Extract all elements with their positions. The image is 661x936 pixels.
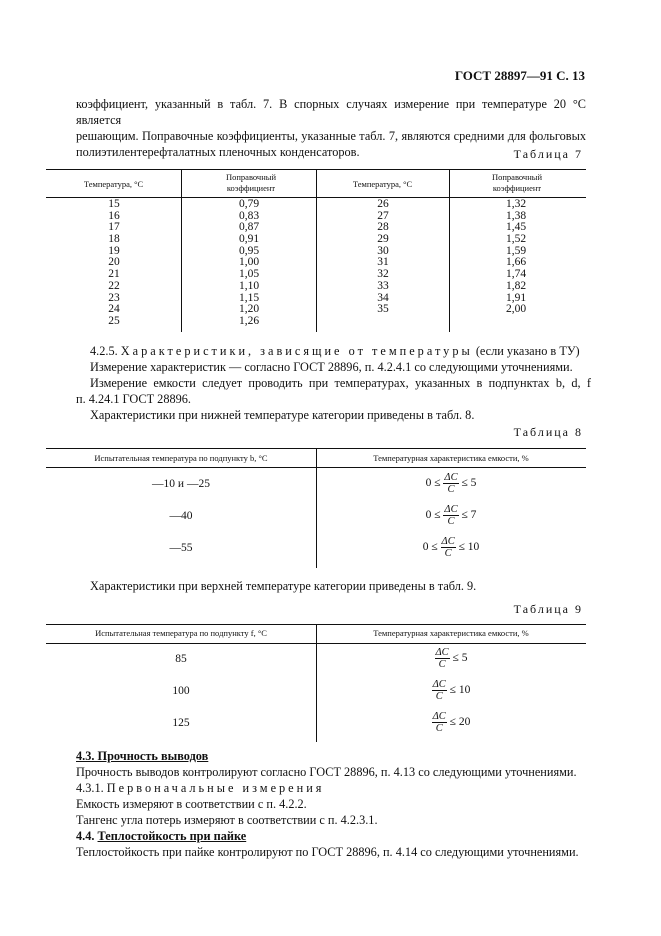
table7-cell-coef: 1,45 xyxy=(505,221,527,234)
inequality-lhs: 0 ≤ xyxy=(422,541,441,554)
capacitance-inequality xyxy=(432,679,471,702)
table7-cell-temp: 23 xyxy=(108,291,120,304)
s44-line: Теплостойкость при пайке контролируют по ГОСТ 28896, п. 4.14 со следующими уточнениями. xyxy=(76,845,579,859)
delta-c-fraction xyxy=(432,711,447,734)
table7-cell-temp: 33 xyxy=(377,279,389,292)
inequality-rhs: ≤ 5 xyxy=(458,477,477,490)
table7-cell-temp: 28 xyxy=(377,221,389,234)
table7-header-coef-left: Поправочный коэффициент xyxy=(225,172,277,193)
section-4-2-5 xyxy=(76,343,591,423)
fraction-numerator: ΔC xyxy=(435,647,449,658)
table8-cell-temp: —40 xyxy=(169,510,193,522)
table7-cell-temp: 34 xyxy=(377,291,389,304)
table7-header-coef-right: Поправочный коэффициент xyxy=(491,172,543,193)
table8-cell-char xyxy=(316,472,586,495)
section-4-3-4-4 xyxy=(76,748,591,860)
table8-header-char: Температурная характеристика емкости, % xyxy=(373,453,529,463)
delta-c-fraction xyxy=(443,504,458,527)
table9-cell-char xyxy=(316,711,586,734)
table7-cell-coef: 2,00 xyxy=(505,303,527,316)
table7-cell-temp: 19 xyxy=(108,244,120,257)
table7-cell-coef: 0,95 xyxy=(238,244,260,257)
fraction-numerator: ΔC xyxy=(441,536,455,547)
intro-line: полиэтилентерефталатных пленочных конденсаторов. xyxy=(76,145,360,159)
table7-cell-temp: 31 xyxy=(377,256,389,269)
table7-cell-temp: 20 xyxy=(108,256,120,269)
table7-row xyxy=(46,304,586,316)
table7-cell-temp: 15 xyxy=(108,198,120,210)
table7-cell-coef: 0,91 xyxy=(238,233,260,246)
table9-cell-char xyxy=(316,679,586,702)
upper-text: Характеристики при верхней температуре категории приведены в табл. 9. xyxy=(90,579,477,593)
s43-line: Тангенс угла потерь измеряют в соответствии с п. 4.2.3.1. xyxy=(76,813,378,827)
intro-paragraph xyxy=(76,96,586,160)
table7-cell-temp: 35 xyxy=(377,303,389,316)
table7-cell-temp: 16 xyxy=(108,209,120,222)
table7-row xyxy=(46,293,586,305)
delta-c-fraction xyxy=(432,679,447,702)
s431-title: Первоначальные измерения xyxy=(106,781,325,795)
table7-cell-temp: 21 xyxy=(108,268,120,281)
s425-line: Измерение емкости следует проводить при температурах, указанных в подпунктах b, d, f xyxy=(90,376,591,390)
fraction-numerator: ΔC xyxy=(444,504,458,515)
table7-row xyxy=(46,257,586,269)
fraction-denominator: C xyxy=(447,516,455,527)
table7-cell-coef: 1,20 xyxy=(238,303,260,316)
table7-header-temp-left: Температура, °С xyxy=(83,179,144,189)
table7-cell-temp: 17 xyxy=(108,221,120,234)
table7-cell-coef: 1,05 xyxy=(238,268,260,281)
table7-header-temp-right: Температура, °С xyxy=(352,179,413,189)
fraction-numerator: ΔC xyxy=(444,472,458,483)
table7-cell-temp: 25 xyxy=(108,314,120,327)
table9-cell-temp: 85 xyxy=(175,653,187,665)
table7-cell-coef: 1,38 xyxy=(505,209,527,222)
table7-cell-coef: 1,00 xyxy=(238,256,260,269)
capacitance-inequality xyxy=(425,472,477,495)
table8-header-temp: Испытательная температура по подпункту b, °С xyxy=(94,453,268,463)
table7-cell-coef: 1,82 xyxy=(505,279,527,292)
table7-row xyxy=(46,281,586,293)
table7-cell-temp: 27 xyxy=(377,209,389,222)
s43-line: Прочность выводов контролируют согласно ГОСТ 28896, п. 4.13 со следующими уточнениями. xyxy=(76,765,577,779)
table7-cell-temp: 26 xyxy=(377,198,389,210)
table7-row xyxy=(46,222,586,234)
table8-cell-char xyxy=(316,504,586,527)
table7-body xyxy=(46,199,586,328)
table9-caption: Таблица 9 xyxy=(513,602,583,616)
capacitance-inequality xyxy=(422,536,480,559)
table9-header-char: Температурная характеристика емкости, % xyxy=(373,628,529,638)
table7-cell-temp: 22 xyxy=(108,279,120,292)
inequality-rhs: ≤ 10 xyxy=(446,684,471,697)
capacitance-inequality xyxy=(432,711,471,734)
s431-number: 4.3.1. xyxy=(76,781,104,795)
delta-c-fraction xyxy=(443,472,458,495)
s425-line: Измерение характеристик — согласно ГОСТ 28896, п. 4.2.4.1 со следующими уточнениями. xyxy=(90,360,573,374)
s43-line: Емкость измеряют в соответствии с п. 4.2.2. xyxy=(76,797,307,811)
table7-cell-coef: 0,79 xyxy=(238,198,260,210)
s425-number: 4.2.5. xyxy=(90,344,118,358)
table7-cell-coef: 1,26 xyxy=(238,314,260,327)
table7-cell-coef: 1,32 xyxy=(505,198,527,210)
delta-c-fraction xyxy=(435,647,450,670)
table7-cell-coef: 1,66 xyxy=(505,256,527,269)
table7-cell-coef: 1,15 xyxy=(238,291,260,304)
table8-cell-char xyxy=(316,536,586,559)
table7-row xyxy=(46,199,586,211)
delta-c-fraction xyxy=(441,536,456,559)
fraction-numerator: ΔC xyxy=(432,711,446,722)
table7-caption: Таблица 7 xyxy=(513,147,583,161)
capacitance-inequality xyxy=(435,647,468,670)
table7-row xyxy=(46,234,586,246)
table7-row xyxy=(46,246,586,258)
s425-title-suffix: (если указано в ТУ) xyxy=(475,344,580,358)
table7-cell-temp: 18 xyxy=(108,233,120,246)
s44-heading-line xyxy=(76,828,591,844)
s431-title-line xyxy=(76,780,591,796)
s425-title-line xyxy=(76,343,591,359)
inequality-lhs: 0 ≤ xyxy=(425,477,444,490)
fraction-denominator: C xyxy=(435,691,443,702)
table9-cell-char xyxy=(316,647,586,670)
inequality-rhs: ≤ 7 xyxy=(458,509,477,522)
s425-line: Характеристики при нижней температуре категории приведены в табл. 8. xyxy=(90,408,475,422)
table8-cell-temp: —10 и —25 xyxy=(152,478,210,490)
table7-cell-coef: 1,91 xyxy=(505,291,527,304)
table7-cell-temp: 30 xyxy=(377,244,389,257)
inequality-lhs: 0 ≤ xyxy=(425,509,444,522)
table7-cell-coef: 0,87 xyxy=(238,221,260,234)
table7-row xyxy=(46,316,586,328)
capacitance-inequality xyxy=(425,504,477,527)
table7-row xyxy=(46,211,586,223)
table7-cell-temp: 32 xyxy=(377,268,389,281)
s43-heading: 4.3. Прочность выводов xyxy=(76,749,209,763)
inequality-rhs: ≤ 10 xyxy=(455,541,480,554)
table8-cell-temp: —55 xyxy=(169,542,193,554)
page-header: ГОСТ 28897—91 С. 13 xyxy=(454,68,585,83)
table8-caption: Таблица 8 xyxy=(513,425,583,439)
table7-cell-coef: 1,74 xyxy=(505,268,527,281)
fraction-denominator: C xyxy=(435,723,443,734)
fraction-denominator: C xyxy=(444,548,452,559)
table7-cell-coef: 0,83 xyxy=(238,209,260,222)
intro-line: коэффициент, указанный в табл. 7. В спорных случаях измерение при температуре 20 °С является xyxy=(76,97,586,127)
s425-line: п. 4.24.1 ГОСТ 28896. xyxy=(76,392,191,406)
fraction-denominator: C xyxy=(447,484,455,495)
table7-cell-coef: 1,59 xyxy=(505,244,527,257)
s44-number: 4.4. xyxy=(76,829,95,843)
intro-line: решающим. Поправочные коэффициенты, указанные табл. 7, являются средними для фольговых xyxy=(76,129,586,143)
table9-cell-temp: 125 xyxy=(172,717,190,729)
inequality-rhs: ≤ 20 xyxy=(446,716,471,729)
table9-header-temp: Испытательная температура по подпункту f, °С xyxy=(95,628,267,638)
table9-cell-temp: 100 xyxy=(172,685,190,697)
table7-row xyxy=(46,269,586,281)
s44-heading: Теплостойкость при пайке xyxy=(97,829,247,843)
table7-cell-coef: 1,10 xyxy=(238,279,260,292)
table7-cell-temp: 29 xyxy=(377,233,389,246)
table7-cell-coef: 1,52 xyxy=(505,233,527,246)
fraction-numerator: ΔC xyxy=(432,679,446,690)
table7-cell-temp: 24 xyxy=(108,303,120,316)
inequality-rhs: ≤ 5 xyxy=(449,652,468,665)
fraction-denominator: C xyxy=(438,659,446,670)
s425-title: Характеристики, зависящие от температуры xyxy=(120,344,473,358)
